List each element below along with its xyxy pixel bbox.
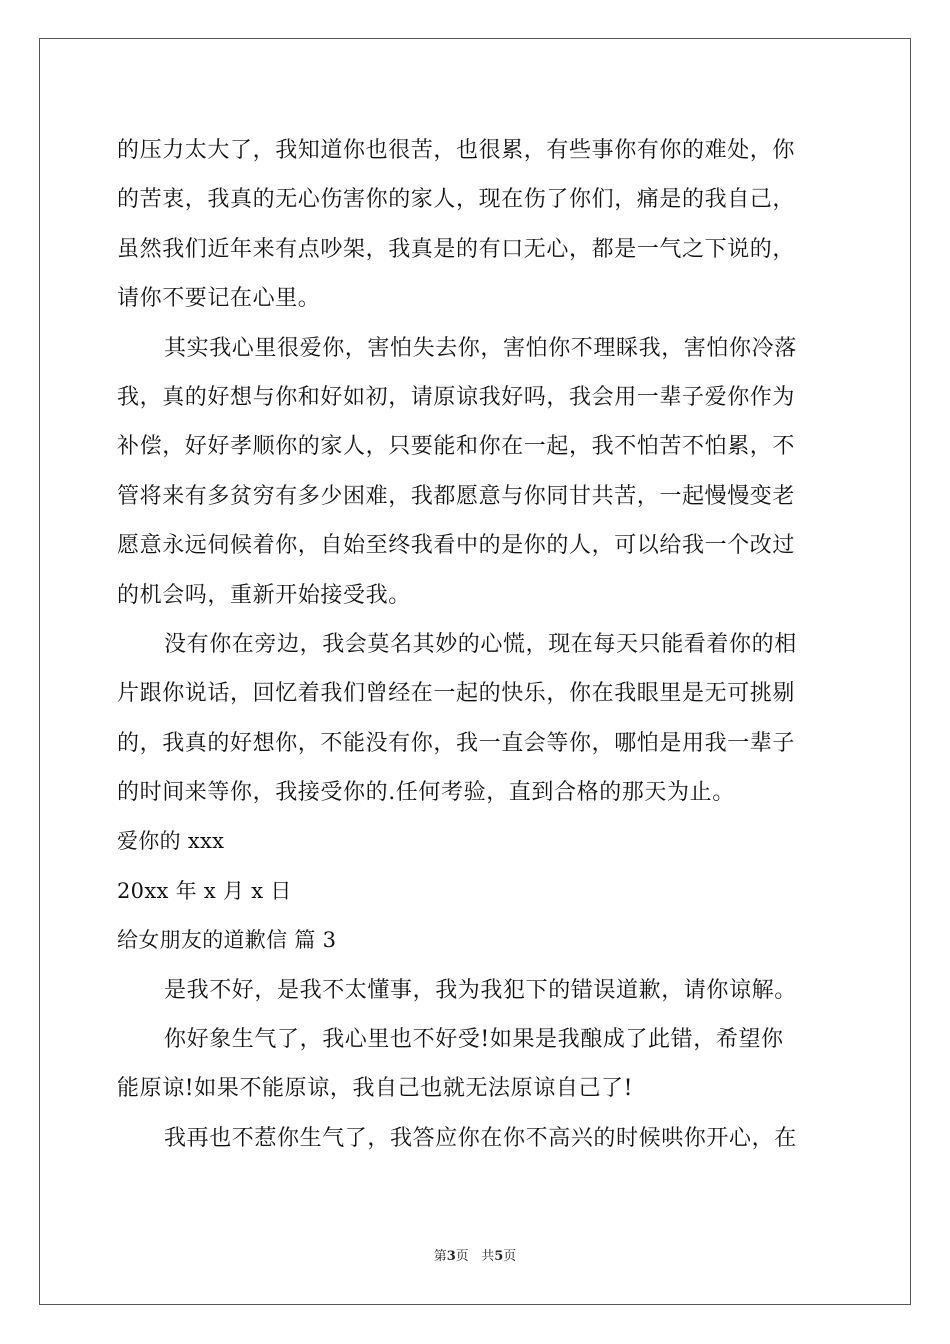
- text-line: 的苦衷，我真的无心伤害你的家人，现在伤了你们，痛是的我自己，: [117, 187, 796, 213]
- text-line: 的，我真的好想你，不能没有你，我一直会等你，哪怕是用我一辈子: [117, 730, 796, 756]
- footer-suffix: 页: [503, 1249, 517, 1264]
- text-line: 请你不要记在心里。: [117, 286, 321, 312]
- text-line: 你好象生气了，我心里也不好受!如果是我酿成了此错，希望你: [164, 1027, 784, 1053]
- paragraph-6: [117, 1114, 837, 1163]
- footer-middle: 页 共: [455, 1249, 495, 1264]
- paragraph-2: [117, 324, 837, 620]
- footer-prefix: 第: [433, 1249, 447, 1264]
- paragraph-1: [117, 126, 837, 324]
- text-line: 片跟你说话，回忆着我们曾经在一起的快乐，你在我眼里是无可挑剔: [117, 681, 796, 707]
- page-footer: [0, 1245, 950, 1264]
- text-line: 我再也不惹你生气了，我答应你在你不高兴的时候哄你开心，在: [164, 1125, 797, 1151]
- paragraph-4: [117, 966, 837, 1015]
- text-line: 我，真的好想与你和好如初，请原谅我好吗，我会用一辈子爱你作为: [117, 384, 796, 410]
- document-body: [117, 126, 837, 1163]
- paragraph-5: [117, 1015, 837, 1114]
- current-page-number: 3: [446, 1249, 456, 1264]
- text-line: 其实我心里很爱你，害怕失去你，害怕你不理睬我，害怕你冷落: [164, 335, 797, 361]
- text-line: 补偿，好好孝顺你的家人，只要能和你在一起，我不怕苦不怕累，不: [117, 434, 796, 460]
- letter-date: 20xx 年 x 月 x 日: [117, 878, 292, 903]
- total-page-number: 5: [494, 1249, 504, 1264]
- text-line: 的机会吗，重新开始接受我。: [117, 582, 411, 608]
- text-line: 能原谅!如果不能原谅，我自己也就无法原谅自己了!: [117, 1076, 634, 1102]
- section-title: 给女朋友的道歉信 篇 3: [117, 928, 337, 953]
- text-line: 虽然我们近年来有点吵架，我真是的有口无心，都是一气之下说的，: [117, 236, 796, 262]
- paragraph-3: [117, 620, 837, 818]
- text-line: 没有你在旁边，我会莫名其妙的心慌，现在每天只能看着你的相: [164, 631, 797, 657]
- text-line: 是我不好，是我不太懂事，我为我犯下的错误道歉，请你谅解。: [164, 977, 797, 1003]
- text-line: 的时间来等你，我接受你的.任何考验，直到合格的那天为止。: [117, 780, 735, 806]
- text-line: 愿意永远伺候着你，自始至终我看中的是你的人，可以给我一个改过: [117, 533, 796, 559]
- text-line: 的压力太大了，我知道你也很苦，也很累，有些事你有你的难处，你: [117, 138, 796, 163]
- signature: 爱你的 xxx: [117, 829, 225, 854]
- text-line: 管将来有多贫穷有多少困难，我都愿意与你同甘共苦，一起慢慢变老: [117, 483, 796, 509]
